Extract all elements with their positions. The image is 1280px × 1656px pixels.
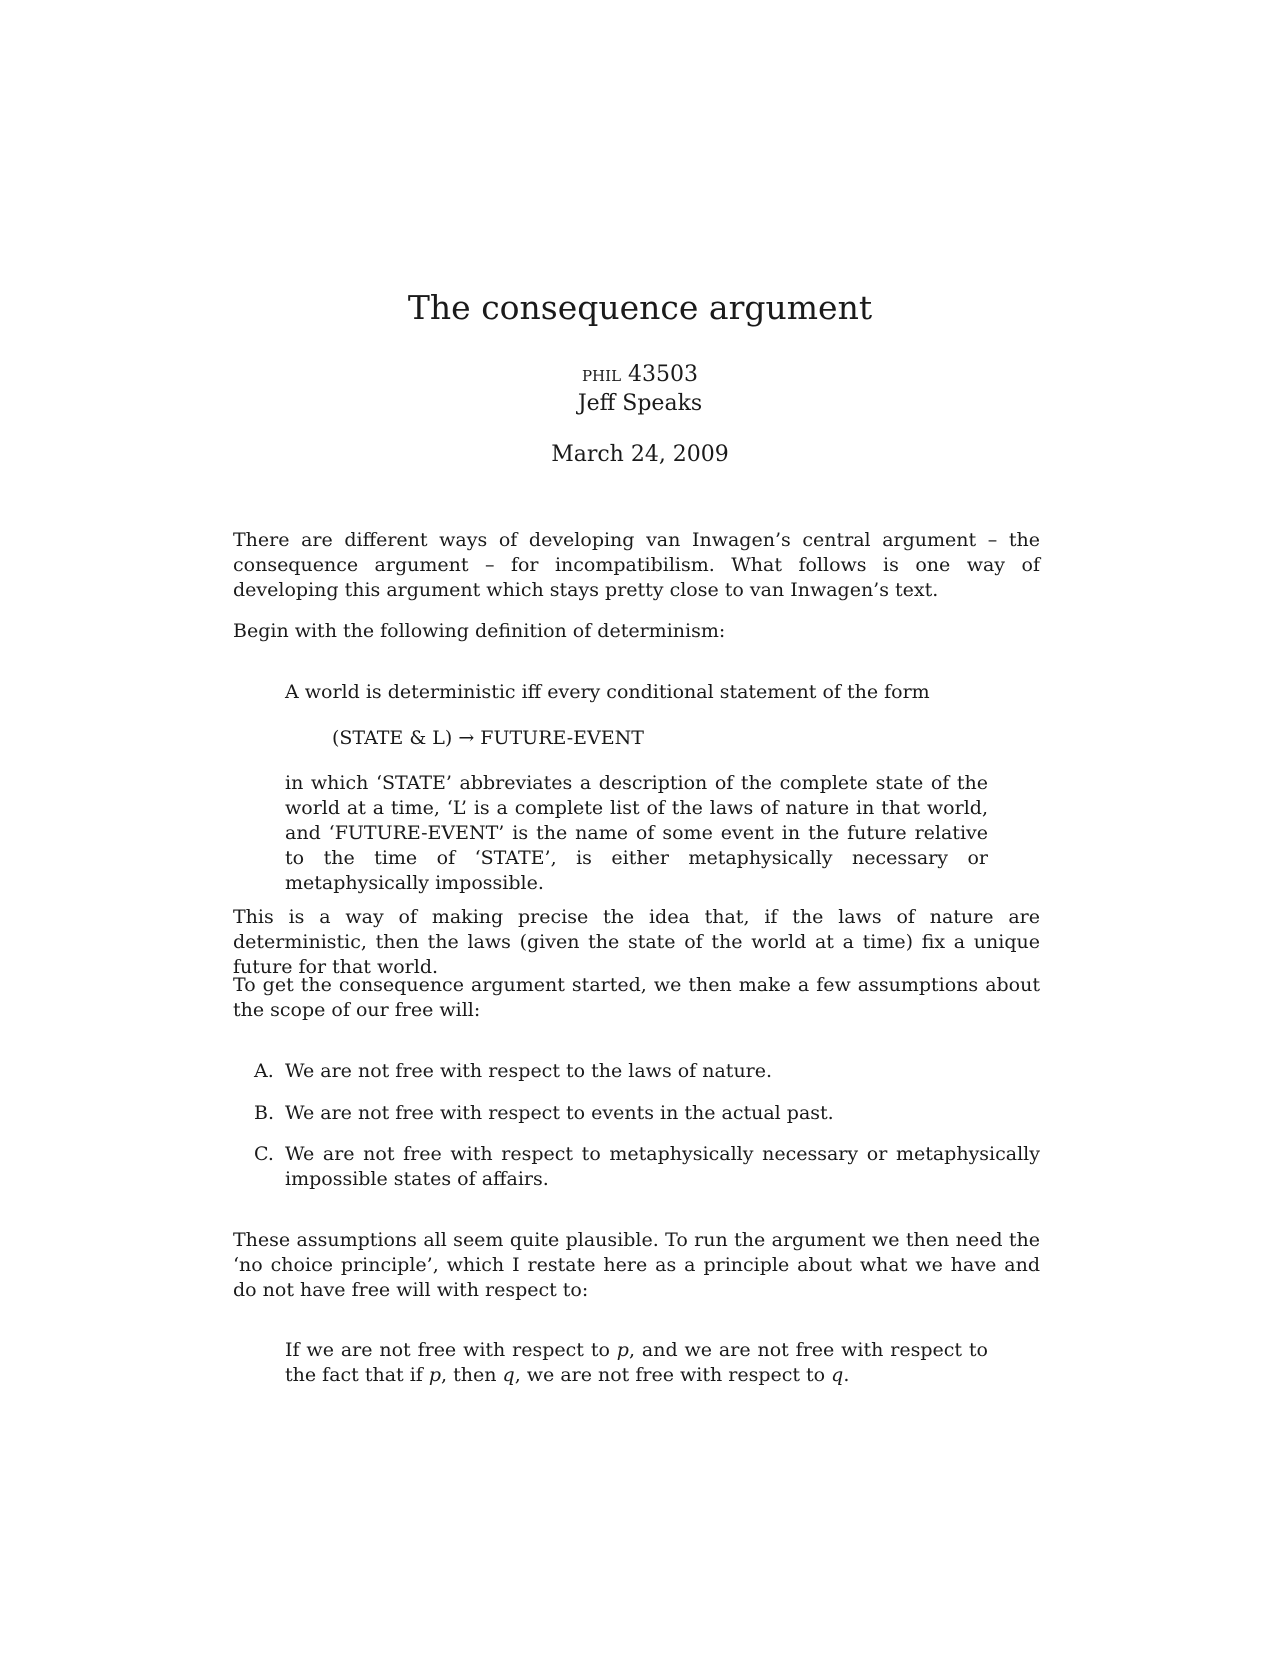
precise-paragraph: This is a way of making precise the idea that, if the laws of nature are deterministic, then the laws (given the state of the world at a time) fix a unique future for that world. bbox=[233, 906, 1040, 978]
begin-paragraph: Begin with the following definition of determinism: bbox=[233, 620, 726, 642]
principle-var-q: q bbox=[502, 1364, 515, 1386]
principle-text: , then bbox=[441, 1364, 503, 1386]
principle-text: , and we are not free with respect to the fact that if bbox=[285, 1339, 988, 1386]
document-date: March 24, 2009 bbox=[551, 442, 729, 467]
toget-paragraph: To get the consequence argument started, we then make a few assumptions about the scope of our free will: bbox=[233, 974, 1040, 1021]
course-dept: phil bbox=[581, 362, 622, 387]
course-number: 43503 bbox=[628, 362, 699, 387]
principle-var-p: p bbox=[428, 1364, 442, 1386]
assumption-text: We are not free with respect to events in the actual past. bbox=[285, 1102, 834, 1124]
principle-text: , we are not free with respect to bbox=[514, 1364, 832, 1386]
assumption-label: B. bbox=[254, 1102, 275, 1124]
course-line bbox=[0, 360, 1280, 389]
these-paragraph: These assumptions all seem quite plausible. To run the argument we then need the ‘no choice principle’, which I restate here as a principle about what we have and do not have free will with respect to: bbox=[233, 1229, 1040, 1301]
assumption-text: We are not free with respect to the laws of nature. bbox=[285, 1060, 773, 1082]
intro-paragraph: There are different ways of developing van Inwagen’s central argument – the consequence argument – for incompatibilism. What follows is one way of developing this argument which stays pretty close to van Inwagen’s text. bbox=[233, 529, 1040, 601]
no-choice-principle bbox=[285, 1338, 988, 1388]
principle-text: If we are not free with respect to bbox=[285, 1339, 617, 1361]
definition-body: in which ‘STATE’ abbreviates a description of the complete state of the world at a time, ‘L’ is a complete list of the laws of nature in that world, and ‘FUTURE-EVENT’ is the name of some event in the future relative to the time of ‘STATE’, is either metaphysically necessary or metaphysically impossible. bbox=[285, 772, 988, 894]
document-title: The consequence argument bbox=[407, 288, 873, 327]
assumption-text: We are not free with respect to metaphysically necessary or metaphysically impossible states of affairs. bbox=[285, 1143, 1040, 1190]
principle-var-q: q bbox=[831, 1364, 844, 1386]
assumption-label: A. bbox=[254, 1060, 274, 1082]
definition-formula: (STATE & L) → FUTURE-EVENT bbox=[332, 727, 644, 749]
definition-intro: A world is deterministic iff every conditional statement of the form bbox=[285, 681, 930, 703]
principle-var-p: p bbox=[616, 1339, 629, 1361]
assumption-label: C. bbox=[254, 1143, 274, 1165]
author-name: Jeff Speaks bbox=[577, 391, 703, 416]
principle-text: . bbox=[843, 1364, 850, 1386]
